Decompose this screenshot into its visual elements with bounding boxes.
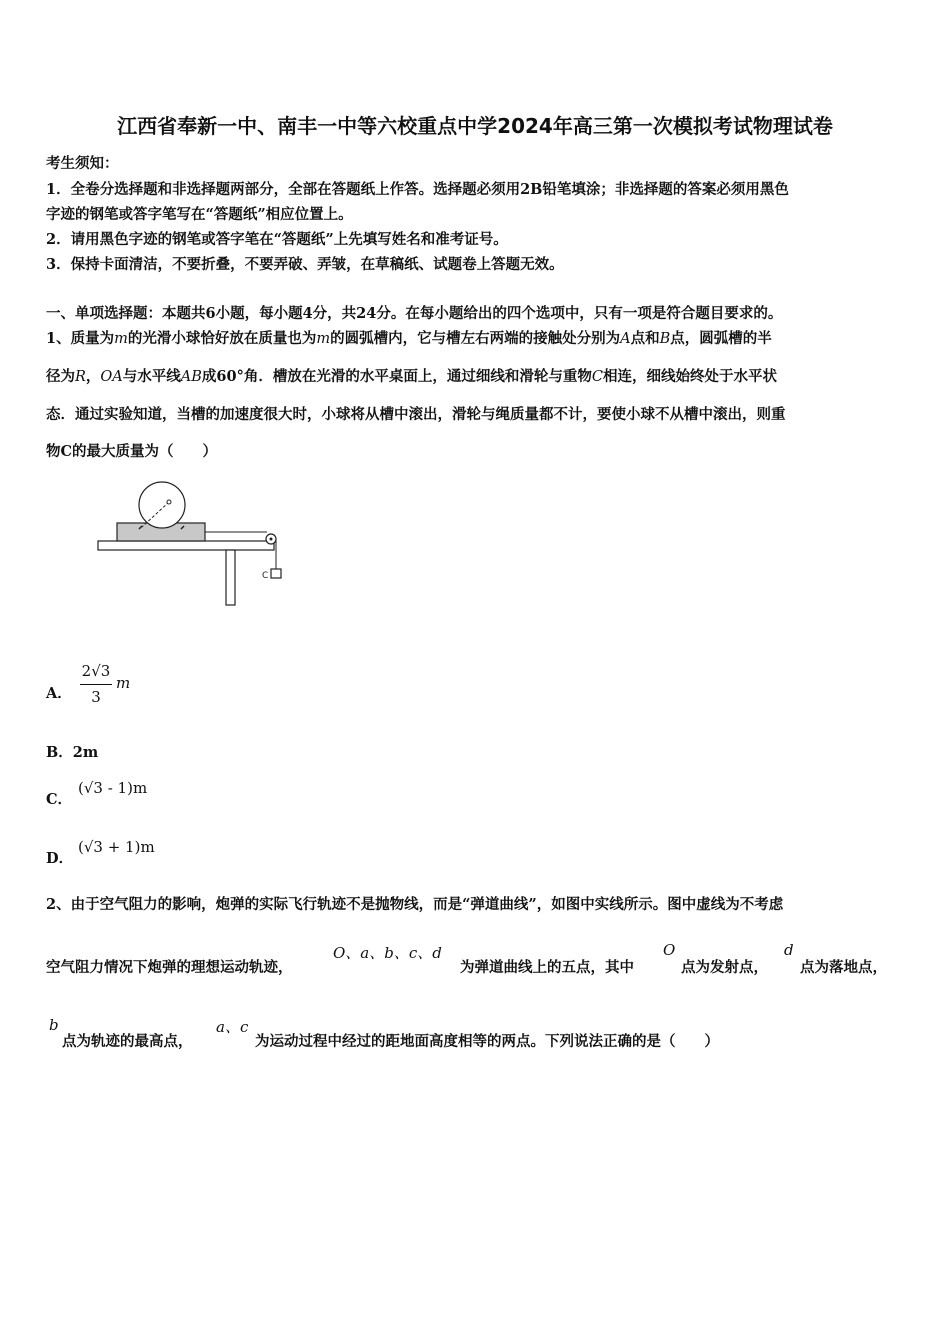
q1-var-m: m [316, 331, 331, 347]
q1-line-2 [46, 365, 777, 386]
q1-text: 成60°角．槽放在光滑的水平桌面上，通过细线和滑轮与重物 [201, 368, 592, 385]
notice-item-1-line-2: 字迹的钢笔或答字笔写在“答题纸”相应位置上。 [46, 206, 353, 223]
option-c-expression: (√3 - 1)m [78, 779, 148, 797]
q1-text: 点，圆弧槽的半 [670, 330, 772, 347]
q1-line-3: 态．通过实验知道，当槽的加速度很大时，小球将从槽中滚出，滑轮与绳质量都不计，要使小球不从槽中滚出，则重 [46, 406, 786, 423]
q1-text: 相连，细线始终处于水平状 [602, 368, 777, 385]
q2-line-2b: 为弹道曲线上的五点，其中 [460, 959, 634, 976]
option-d-label: D． [46, 850, 74, 867]
q1-var-ab: AB [180, 369, 202, 385]
q1-text: 1、质量为 [46, 330, 115, 347]
q1-figure [95, 475, 290, 610]
q1-text: 的圆弧槽内，它与槽左右两端的接触处分别为 [330, 330, 621, 347]
option-a-unit: m [116, 674, 131, 692]
q2-line-2c: 点为发射点， [681, 959, 768, 976]
option-a-fraction [78, 662, 114, 710]
q1-text: ， [85, 368, 101, 385]
notice-item-2: 2．请用黑色字迹的钢笔或答字笔在“答题纸”上先填写姓名和准考证号。 [46, 231, 508, 248]
q1-text: 的光滑小球恰好放在质量也为 [127, 330, 317, 347]
q2-line-3a: 点为轨迹的最高点， [62, 1033, 193, 1050]
q2-var-b: b [49, 1016, 59, 1034]
fraction-denominator: 3 [91, 688, 101, 706]
q1-line-1 [46, 327, 772, 348]
q1-var-c: C [591, 369, 603, 385]
notice-heading: 考生须知： [46, 155, 119, 172]
fraction-numerator: 2√3 [81, 662, 111, 680]
center-point [167, 500, 171, 504]
q1-line-4: 物C的最大质量为（ ） [46, 443, 218, 460]
q2-line-1: 2、由于空气阻力的影响，炮弹的实际飞行轨迹不是抛物线，而是“弹道曲线”，如图中实线所示。图中虚线为不考虑 [46, 896, 784, 913]
fraction-bar [80, 684, 112, 685]
q2-var-d: d [784, 941, 794, 959]
option-c-label: C． [46, 791, 73, 808]
q1-text: 点和 [630, 330, 660, 347]
q2-var-o: O [663, 941, 676, 959]
q1-var-m: m [114, 331, 128, 347]
q1-text: 径为 [46, 368, 75, 385]
option-b: B．2m [46, 744, 99, 761]
q1-text: 与水平线 [122, 368, 181, 385]
table-leg [226, 550, 235, 605]
option-a-label: A． [46, 685, 72, 702]
option-d-expression: (√3 + 1)m [78, 838, 155, 856]
q2-line-2a: 空气阻力情况下炮弹的理想运动轨迹， [46, 959, 293, 976]
q2-line-2d: 点为落地点， [800, 959, 887, 976]
q1-var-r: R [75, 369, 86, 385]
weight-c [271, 569, 281, 578]
q1-var-b: B [659, 331, 671, 347]
q2-line-3b: 为运动过程中经过的距地面高度相等的两点。下列说法正确的是（ ） [255, 1033, 719, 1050]
section-heading: 一、单项选择题：本题共6小题，每小题4分，共24分。在每小题给出的四个选项中，只有一项是符合题目要求的。 [46, 305, 783, 322]
ball [139, 482, 185, 528]
q2-var-ac: a、c [216, 1018, 249, 1036]
q1-var-a: A [620, 331, 631, 347]
notice-item-1-line-1: 1．全卷分选择题和非选择题两部分，全部在答题纸上作答。选择题必须用2B铅笔填涂；非选择题的答案必须用黑色 [46, 181, 789, 198]
notice-item-3: 3．保持卡面清洁，不要折叠，不要弄破、弄皱，在草稿纸、试题卷上答题无效。 [46, 256, 564, 273]
page-title: 江西省奉新一中、南丰一中等六校重点中学2024年高三第一次模拟考试物理试卷 [117, 114, 833, 138]
table-top [98, 541, 274, 550]
pulley-axle [270, 538, 273, 541]
q1-var-oa: OA [100, 369, 123, 385]
q2-points: O、a、b、c、d [333, 944, 442, 962]
label-c: C [262, 571, 269, 581]
